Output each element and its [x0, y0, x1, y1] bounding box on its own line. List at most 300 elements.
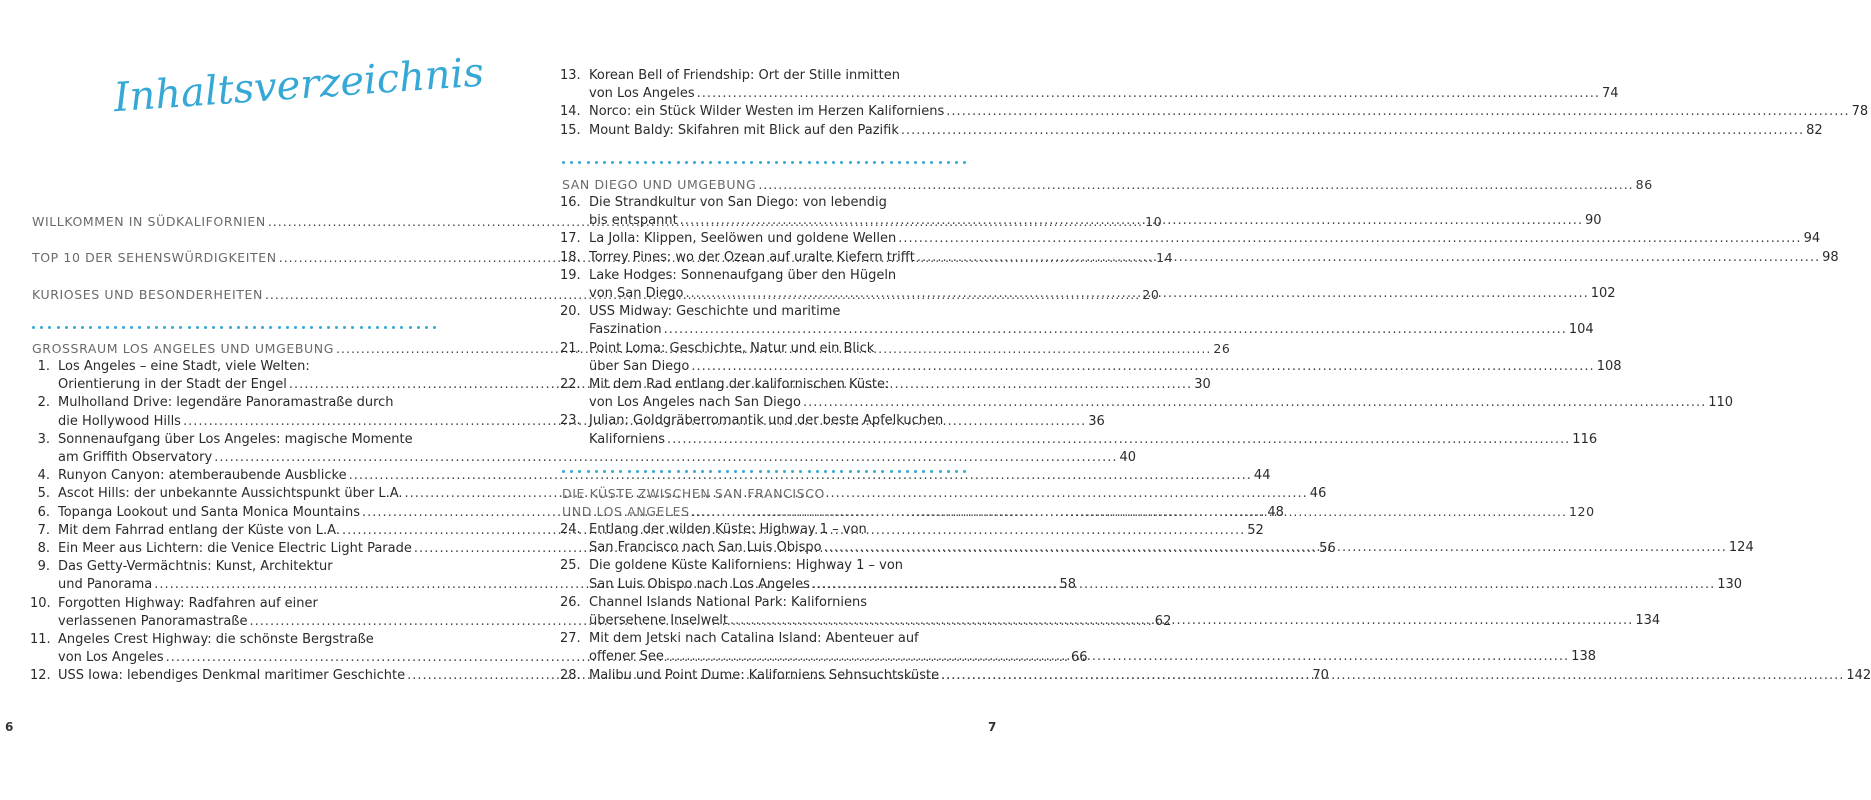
entry-page: 138 [1571, 649, 1596, 665]
entry-line: Forgotten Highway: Radfahren auf einer [58, 595, 318, 611]
entry-page: 40 [1119, 450, 1137, 465]
entry-number: 19. [560, 267, 581, 283]
separator-dot [726, 470, 729, 473]
separator-dot [881, 161, 884, 164]
separator-dot [873, 161, 876, 164]
separator-dot [881, 470, 884, 473]
page-number-right: 7 [988, 720, 997, 734]
entry-page: 102 [1590, 286, 1616, 301]
separator-dot [955, 470, 958, 473]
entry-text: über San Diego [589, 358, 690, 374]
separator-dot [906, 470, 909, 473]
separator-dot [611, 161, 614, 164]
entry-page: 10 [1145, 214, 1163, 229]
entry-text: USS Iowa: lebendiges Denkmal maritimer Geschichte [58, 668, 406, 684]
entry-page: 30 [1194, 377, 1211, 393]
toc-entry [589, 230, 1821, 248]
entry-text: Orientierung in der Stadt der Engel [58, 377, 287, 393]
entry-page: 124 [1728, 540, 1754, 556]
entry-text: GROSSRAUM LOS ANGELES UND UMGEBUNG [32, 341, 335, 356]
entry-text: Ascot Hills: der unbekannte Aussichtspunkt über L.A. [58, 486, 403, 502]
entry-page: 110 [1708, 395, 1734, 411]
separator-dot [677, 470, 680, 473]
toc-entry [589, 321, 1594, 339]
separator-dot [709, 161, 712, 164]
entry-number: 10. [30, 595, 51, 611]
toc-entry [58, 449, 1137, 467]
entry-number: 12. [30, 668, 51, 684]
separator-dot [163, 326, 166, 329]
separator-dot [595, 161, 598, 164]
entry-text: TOP 10 DER SEHENSWÜRDIGKEITEN [32, 250, 277, 265]
entry-number: 7. [37, 522, 50, 538]
entry-text: von San Diego [589, 286, 684, 301]
leader-dots [666, 648, 1569, 666]
separator-dot [138, 326, 141, 329]
leader-dots [812, 576, 1715, 594]
separator-dot [603, 470, 606, 473]
entry-page: 86 [1635, 177, 1653, 192]
entry-number: 8. [37, 541, 50, 556]
entry-text: bis entspannt [589, 213, 678, 229]
separator-dot [32, 326, 35, 329]
entry-text: UND LOS ANGELES [562, 504, 690, 519]
separator-dot [660, 470, 663, 473]
entry-text: offener See [589, 649, 664, 665]
toc-entry [589, 85, 1619, 103]
separator-dot [783, 470, 786, 473]
separator-dot [742, 161, 745, 164]
entry-number: 18. [560, 249, 581, 265]
separator-dot [130, 326, 133, 329]
entry-page: 52 [1247, 522, 1264, 538]
entry-number: 1. [37, 359, 50, 374]
separator-dot [155, 326, 158, 329]
entry-number: 2. [37, 395, 50, 411]
separator-dot [409, 326, 412, 329]
entry-line: Entlang der wilden Küste: Highway 1 – von [589, 522, 867, 537]
separator-dot [343, 326, 346, 329]
separator-dot [628, 470, 631, 473]
entry-page: 26 [1213, 341, 1231, 356]
entry-page: 70 [1312, 668, 1329, 684]
entry-page: 74 [1601, 86, 1619, 102]
entry-line: Mit dem Rad entlang der kalifornischen Küste: [589, 377, 890, 392]
separator-dot [824, 470, 827, 473]
entry-line: Los Angeles – eine Stadt, viele Welten: [58, 359, 310, 374]
section-separator [562, 161, 974, 165]
entry-page: 104 [1568, 322, 1594, 338]
entry-page: 120 [1568, 504, 1595, 519]
separator-dot [767, 161, 770, 164]
separator-dot [628, 161, 631, 164]
separator-dot [392, 326, 395, 329]
toc-entry [58, 467, 1271, 485]
separator-dot [873, 470, 876, 473]
separator-dot [212, 326, 215, 329]
entry-text: am Griffith Observatory [58, 450, 213, 465]
entry-text: KURIOSES UND BESONDERHEITEN [32, 287, 263, 302]
leader-dots [685, 285, 1588, 303]
separator-dot [400, 326, 403, 329]
toc-entry [589, 431, 1598, 449]
entry-number: 15. [560, 122, 581, 138]
separator-dot [98, 326, 101, 329]
separator-dot [783, 161, 786, 164]
entry-text: WILLKOMMEN IN SÜDKALIFORNIEN [32, 214, 266, 229]
separator-dot [587, 470, 590, 473]
entry-line: Korean Bell of Friendship: Ort der Stille inmitten [589, 68, 900, 83]
separator-dot [759, 470, 762, 473]
leader-dots [901, 122, 1804, 140]
entry-page: 134 [1635, 613, 1661, 628]
separator-dot [65, 326, 68, 329]
entry-line: Sonnenaufgang über Los Angeles: magische Momente [58, 431, 413, 447]
separator-dot [849, 470, 852, 473]
separator-dot [767, 470, 770, 473]
entry-number: 21. [560, 340, 581, 356]
separator-dot [652, 161, 655, 164]
entry-text: San Luis Obispo nach Los Angeles [589, 576, 810, 592]
entry-line: Mit dem Jetski nach Catalina Island: Abenteuer auf [589, 631, 919, 647]
entry-text: Norco: ein Stück Wilder Westen im Herzen Kaliforniens [589, 104, 945, 120]
separator-dot [570, 470, 573, 473]
leader-dots [803, 394, 1706, 412]
separator-dot [849, 161, 852, 164]
separator-dot [261, 326, 264, 329]
separator-dot [865, 470, 868, 473]
separator-dot [922, 470, 925, 473]
separator-dot [220, 326, 223, 329]
entry-text: übersehene Inselwelt [589, 613, 729, 628]
separator-dot [677, 161, 680, 164]
separator-dot [294, 326, 297, 329]
separator-dot [963, 470, 966, 473]
separator-dot [685, 470, 688, 473]
entry-text: und Panorama [58, 577, 153, 593]
separator-dot [832, 470, 835, 473]
entry-number: 3. [37, 431, 50, 447]
separator-dot [791, 161, 794, 164]
entry-line: Point Loma: Geschichte, Natur und ein Blick [589, 340, 875, 356]
separator-dot [171, 326, 174, 329]
entry-number: 20. [560, 304, 581, 320]
entry-page: 48 [1267, 504, 1284, 520]
separator-dot [930, 161, 933, 164]
separator-dot [302, 326, 305, 329]
section-separator [562, 470, 974, 474]
toc-title [112, 49, 486, 126]
separator-dot [906, 161, 909, 164]
separator-dot [955, 161, 958, 164]
separator-dot [824, 161, 827, 164]
leader-dots [824, 539, 1727, 557]
separator-dot [278, 326, 281, 329]
entry-page: 108 [1596, 358, 1622, 374]
separator-dot [335, 326, 338, 329]
entry-text: verlassenen Panoramastraße [58, 613, 248, 629]
separator-dot [693, 161, 696, 164]
leader-dots [691, 358, 1594, 376]
separator-dot [750, 161, 753, 164]
separator-dot [816, 161, 819, 164]
entry-number: 28. [560, 667, 581, 683]
separator-dot [578, 161, 581, 164]
separator-dot [644, 470, 647, 473]
separator-dot [840, 470, 843, 473]
separator-dot [750, 470, 753, 473]
separator-dot [922, 161, 925, 164]
separator-dot [327, 326, 330, 329]
separator-dot [914, 161, 917, 164]
separator-dot [73, 326, 76, 329]
separator-dot [570, 161, 573, 164]
separator-dot [89, 326, 92, 329]
separator-dot [718, 470, 721, 473]
separator-dot [595, 470, 598, 473]
separator-dot [196, 326, 199, 329]
separator-dot [360, 326, 363, 329]
entry-text: Torrey Pines: wo der Ozean auf uralte Kiefern trifft [589, 249, 915, 265]
separator-dot [433, 326, 436, 329]
entry-line: USS Midway: Geschichte und maritime [589, 304, 841, 320]
leader-dots [680, 212, 1583, 230]
separator-dot [742, 470, 745, 473]
separator-dot [179, 326, 182, 329]
leader-dots [730, 612, 1633, 630]
separator-dot [939, 470, 942, 473]
separator-dot [857, 161, 860, 164]
separator-dot [709, 470, 712, 473]
separator-dot [204, 326, 207, 329]
entry-text: Mit dem Fahrrad entlang der Küste von L.A. [58, 522, 340, 538]
separator-dot [857, 470, 860, 473]
separator-dot [636, 470, 639, 473]
separator-dot [759, 161, 762, 164]
entry-page: 116 [1572, 431, 1598, 447]
separator-dot [636, 161, 639, 164]
separator-dot [351, 326, 354, 329]
separator-dot [376, 326, 379, 329]
separator-dot [644, 161, 647, 164]
separator-dot [114, 326, 117, 329]
entry-page: 94 [1803, 231, 1821, 247]
entry-page: 66 [1070, 650, 1088, 666]
separator-dot [147, 326, 150, 329]
leader-dots [667, 431, 1570, 449]
separator-dot [734, 161, 737, 164]
separator-dot [425, 326, 428, 329]
leader-dots [664, 321, 1567, 339]
entry-text: Ein Meer aus Lichtern: die Venice Electric Light Parade [58, 541, 412, 556]
entry-line: Channel Islands National Park: Kaliforniens [589, 594, 867, 610]
entry-page: 58 [1059, 577, 1077, 593]
separator-dot [898, 161, 901, 164]
entry-number: 13. [560, 68, 581, 83]
leader-dots [697, 85, 1600, 103]
entry-number: 23. [560, 413, 581, 429]
entry-number: 4. [37, 468, 50, 484]
separator-dot [48, 326, 51, 329]
entry-text: Malibu und Point Dume: Kaliforniens Sehnsuchtsküste [589, 667, 940, 683]
separator-dot [310, 326, 313, 329]
separator-dot [237, 326, 240, 329]
separator-dot [685, 161, 688, 164]
separator-dot [417, 326, 420, 329]
leader-dots [917, 249, 1820, 267]
entry-text: SAN DIEGO UND UMGEBUNG [562, 177, 757, 192]
separator-dot [775, 161, 778, 164]
separator-dot [791, 470, 794, 473]
separator-dot [808, 470, 811, 473]
entry-text: La Jolla: Klippen, Seelöwen und goldene Wellen [589, 231, 897, 247]
entry-page: 62 [1154, 613, 1172, 629]
leader-dots [898, 230, 1801, 248]
toc-entry [589, 358, 1622, 376]
entry-text: Runyon Canyon: atemberaubende Ausblicke [58, 468, 347, 484]
entry-text: von Los Angeles [589, 86, 695, 102]
separator-dot [799, 161, 802, 164]
separator-dot [816, 470, 819, 473]
entry-page: 142 [1846, 667, 1871, 683]
entry-page: 130 [1717, 576, 1743, 592]
entry-page: 56 [1319, 541, 1336, 556]
separator-dot [57, 326, 60, 329]
entry-page: 82 [1806, 122, 1823, 138]
entry-line: Das Getty-Vermächtnis: Kunst, Architektur [58, 559, 333, 575]
separator-dot [799, 470, 802, 473]
entry-number: 16. [560, 195, 581, 210]
section-separator [32, 326, 444, 330]
separator-dot [668, 470, 671, 473]
separator-dot [701, 161, 704, 164]
entry-page: 44 [1253, 468, 1271, 484]
separator-dot [840, 161, 843, 164]
separator-dot [808, 161, 811, 164]
separator-dot [693, 470, 696, 473]
section-heading [562, 176, 1653, 194]
separator-dot [701, 470, 704, 473]
separator-dot [562, 470, 565, 473]
separator-dot [603, 161, 606, 164]
entry-number: 26. [560, 594, 581, 610]
entry-number: 9. [37, 559, 50, 575]
separator-dot [269, 326, 272, 329]
entry-page: 90 [1584, 213, 1602, 229]
separator-dot [562, 161, 565, 164]
separator-dot [619, 161, 622, 164]
entry-text: die Hollywood Hills [58, 413, 181, 429]
section-heading-line: DIE KÜSTE ZWISCHEN SAN FRANCISCO [562, 486, 825, 501]
entry-text: San Francisco nach San Luis Obispo [589, 540, 822, 556]
separator-dot [890, 161, 893, 164]
entry-number: 27. [560, 631, 581, 647]
separator-dot [611, 470, 614, 473]
entry-line: Mulholland Drive: legendäre Panoramastraße durch [58, 395, 394, 411]
separator-dot [865, 161, 868, 164]
separator-dot [898, 470, 901, 473]
toc-entry [589, 103, 1869, 121]
entry-line: Die goldene Küste Kaliforniens: Highway 1 – von [589, 558, 904, 574]
separator-dot [578, 470, 581, 473]
separator-dot [734, 470, 737, 473]
leader-dots [692, 503, 1567, 521]
separator-dot [726, 161, 729, 164]
separator-dot [939, 161, 942, 164]
separator-dot [587, 161, 590, 164]
separator-dot [775, 470, 778, 473]
separator-dot [930, 470, 933, 473]
entry-page: 14 [1156, 250, 1174, 265]
separator-dot [890, 470, 893, 473]
entry-page: 46 [1309, 486, 1327, 502]
entry-page: 36 [1088, 413, 1105, 429]
separator-dot [245, 326, 248, 329]
entry-text: von Los Angeles [58, 650, 164, 666]
entry-number: 25. [560, 558, 581, 574]
entry-number: 11. [30, 632, 51, 647]
entry-line: Julian: Goldgräberromantik und der beste Apfelkuchen [589, 413, 944, 429]
toc-entry [589, 394, 1734, 412]
entry-text: Mount Baldy: Skifahren mit Blick auf den Pazifik [589, 122, 899, 138]
separator-dot [963, 161, 966, 164]
separator-dot [947, 161, 950, 164]
entry-text: von Los Angeles nach San Diego [589, 395, 801, 411]
entry-number: 5. [37, 486, 50, 502]
toc-title-text: Inhaltsverzeichnis [112, 49, 486, 122]
separator-dot [384, 326, 387, 329]
leader-dots [941, 667, 1844, 685]
separator-dot [660, 161, 663, 164]
separator-dot [229, 326, 232, 329]
entry-text: Topanga Lookout und Santa Monica Mountains [58, 504, 361, 520]
separator-dot [947, 470, 950, 473]
entry-page: 78 [1851, 104, 1869, 120]
separator-dot [832, 161, 835, 164]
separator-dot [368, 326, 371, 329]
entry-line: Die Strandkultur von San Diego: von lebendig [589, 195, 887, 210]
entry-page: 98 [1822, 249, 1839, 265]
separator-dot [652, 470, 655, 473]
entry-page: 20 [1142, 287, 1160, 302]
entry-text: Faszination [589, 322, 662, 338]
separator-dot [253, 326, 256, 329]
separator-dot [718, 161, 721, 164]
separator-dot [619, 470, 622, 473]
entry-number: 24. [560, 522, 581, 537]
leader-dots [758, 176, 1633, 194]
separator-dot [81, 326, 84, 329]
entry-number: 17. [560, 231, 581, 247]
entry-line: Angeles Crest Highway: die schönste Bergstraße [58, 632, 374, 647]
separator-dot [122, 326, 125, 329]
toc-entry [589, 122, 1823, 140]
leader-dots [946, 103, 1849, 121]
separator-dot [914, 470, 917, 473]
separator-dot [106, 326, 109, 329]
entry-number: 22. [560, 377, 581, 392]
entry-text: Kaliforniens [589, 431, 665, 447]
separator-dot [319, 326, 322, 329]
entry-number: 6. [37, 504, 50, 520]
entry-number: 14. [560, 104, 581, 120]
page-number-left: 6 [5, 720, 14, 734]
separator-dot [188, 326, 191, 329]
separator-dot [40, 326, 43, 329]
separator-dot [668, 161, 671, 164]
entry-line: Lake Hodges: Sonnenaufgang über den Hügeln [589, 267, 897, 283]
separator-dot [286, 326, 289, 329]
